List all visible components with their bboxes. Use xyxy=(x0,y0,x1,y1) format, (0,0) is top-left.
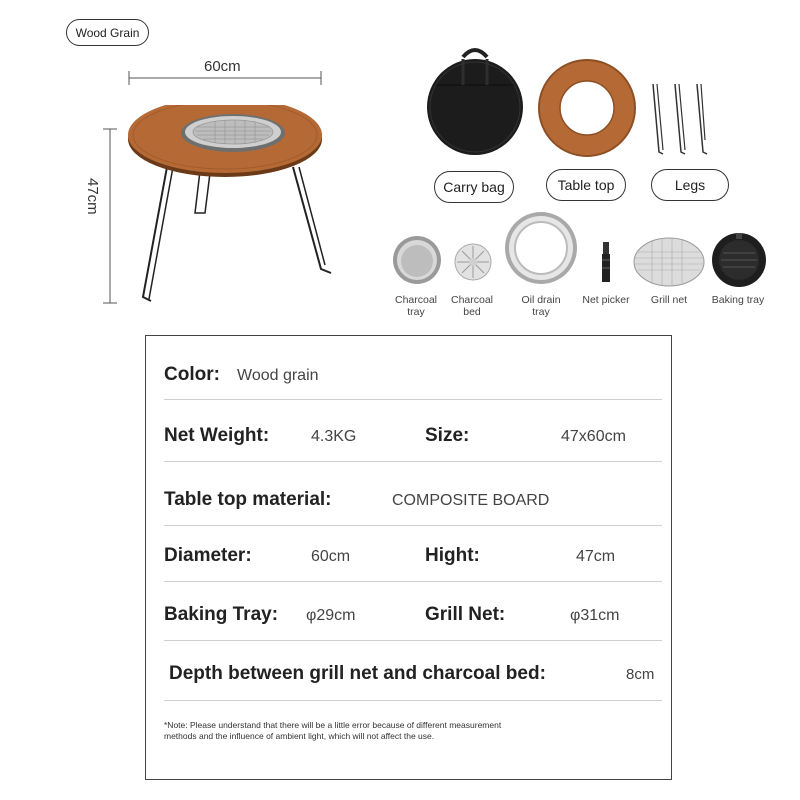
charcoal-bed-label: Charcoal bed xyxy=(450,294,494,318)
net-picker-image xyxy=(598,240,614,286)
table-top-label: Table top xyxy=(557,177,615,193)
row-divider xyxy=(164,581,662,582)
depth-spec-value: 8cm xyxy=(626,666,655,683)
width-dimension xyxy=(128,56,322,86)
legs-label-pill xyxy=(651,169,729,201)
spec-table xyxy=(145,335,672,780)
height-label-wrap xyxy=(81,178,101,228)
grill-net-label: Grill net xyxy=(650,294,688,306)
carry-bag-image xyxy=(425,45,525,160)
row-divider xyxy=(164,461,662,462)
row-divider xyxy=(164,640,662,641)
legs-label: Legs xyxy=(674,177,706,193)
baking-tray-spec-value: φ29cm xyxy=(306,607,356,624)
diameter-spec-value: 60cm xyxy=(311,548,351,565)
grill-net-spec-value: φ31cm xyxy=(570,607,620,624)
height-spec-label: Hight: xyxy=(425,545,480,566)
depth-spec-label: Depth between grill net and charcoal bed: xyxy=(169,663,546,684)
color-badge-label: Wood Grain xyxy=(75,25,140,40)
measurement-note: *Note: Please understand that there will be a little error because of different measurement methods and the influence of ambient light, which will not affect the use. xyxy=(164,720,502,741)
row-divider xyxy=(164,399,662,400)
grill-table-image xyxy=(125,105,335,305)
size-spec-label: Size: xyxy=(425,425,470,446)
net-picker-label: Net picker xyxy=(582,294,630,306)
grill-net-image xyxy=(632,235,706,289)
color-spec-value: Wood grain xyxy=(237,367,319,384)
oil-drain-tray-label: Oil drain tray xyxy=(521,294,561,318)
carry-bag-label: Carry bag xyxy=(443,179,505,195)
color-badge xyxy=(66,19,149,46)
baking-tray-label: Baking tray xyxy=(711,294,765,306)
table-top-image xyxy=(537,58,637,158)
material-spec-label: Table top material: xyxy=(164,489,332,510)
table-top-label-pill xyxy=(546,169,626,201)
height-label: 47cm xyxy=(84,178,101,215)
charcoal-tray-image xyxy=(391,234,443,286)
weight-spec-label: Net Weight: xyxy=(164,425,270,446)
color-spec-label: Color: xyxy=(164,364,220,385)
width-label: 60cm xyxy=(204,58,241,75)
weight-spec-value: 4.3KG xyxy=(311,428,357,445)
carry-bag-label-pill xyxy=(434,171,514,203)
material-spec-value: COMPOSITE BOARD xyxy=(392,492,550,509)
grill-net-spec-label: Grill Net: xyxy=(425,604,506,625)
baking-tray-image xyxy=(710,231,768,289)
oil-drain-tray-image xyxy=(503,210,579,286)
row-divider xyxy=(164,525,662,526)
legs-image xyxy=(649,80,709,160)
height-spec-value: 47cm xyxy=(576,548,616,565)
diameter-spec-label: Diameter: xyxy=(164,545,252,566)
baking-tray-spec-label: Baking Tray: xyxy=(164,604,279,625)
charcoal-tray-label: Charcoal tray xyxy=(394,294,438,318)
size-spec-value: 47x60cm xyxy=(561,428,626,445)
row-divider xyxy=(164,700,662,701)
width-dimension-line xyxy=(128,56,322,86)
charcoal-bed-image xyxy=(453,242,493,282)
height-dimension-line xyxy=(100,128,120,304)
